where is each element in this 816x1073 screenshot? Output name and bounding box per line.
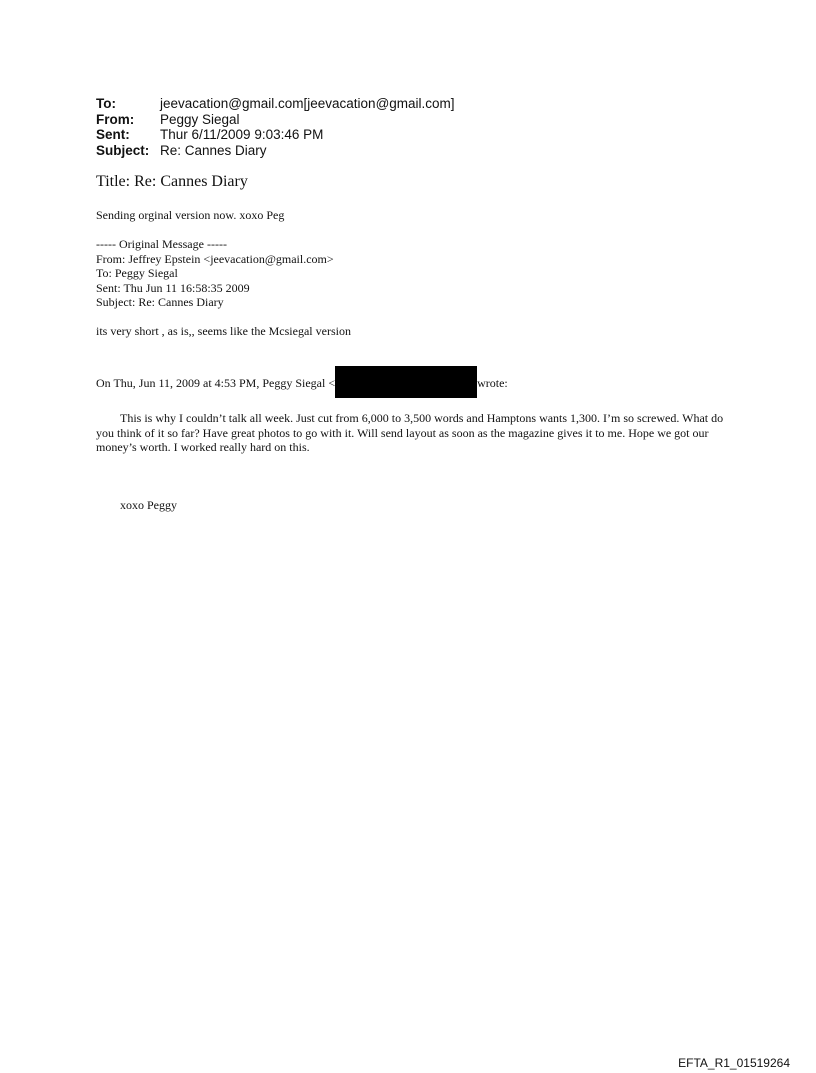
original-sent: Sent: Thu Jun 11 16:58:35 2009 xyxy=(96,280,250,295)
document-id-footer: EFTA_R1_01519264 xyxy=(678,1056,790,1070)
from-row xyxy=(96,112,455,128)
sent-value: Thur 6/11/2009 9:03:46 PM xyxy=(160,127,324,142)
subject-row xyxy=(96,143,455,159)
subject-value: Re: Cannes Diary xyxy=(160,142,267,158)
reply-line: Sending orginal version now. xoxo Peg xyxy=(96,208,285,222)
original-to: To: Peggy Siegal xyxy=(96,266,178,280)
to-row xyxy=(96,96,455,112)
subject-label: Subject: xyxy=(96,142,150,158)
quote-attribution xyxy=(96,368,508,400)
short-line: its very short , as is,, seems like the Mcsiegal version xyxy=(96,324,351,338)
original-subject: Subject: Re: Cannes Diary xyxy=(96,295,224,309)
from-value: Peggy Siegal xyxy=(160,111,240,127)
redaction-box xyxy=(335,366,477,398)
document-title: Title: Re: Cannes Diary xyxy=(96,173,248,190)
to-label: To: xyxy=(96,96,116,111)
email-header xyxy=(96,96,455,158)
quoted-body-paragraph: This is why I couldn’t talk all week. Just cut from 6,000 to 3,500 words and Hamptons wants 1,300. I’m so screwed. What do you think of it so far? Have great photos to go with it. Will send layout as soon as the magazine gives it to me. Hope we got our money’s worth. I worked really hard on this. xyxy=(96,411,724,454)
original-message-block xyxy=(96,237,334,310)
signoff: xoxo Peggy xyxy=(120,498,177,512)
sent-label: Sent: xyxy=(96,127,130,142)
attribution-prefix: On Thu, Jun 11, 2009 at 4:53 PM, Peggy Siegal < xyxy=(96,375,336,390)
attribution-suffix: wrote: xyxy=(477,375,508,390)
original-from: From: Jeffrey Epstein <jeevacation@gmail.com> xyxy=(96,251,334,266)
sent-row xyxy=(96,127,455,143)
to-value: jeevacation@gmail.com[jeevacation@gmail.com] xyxy=(160,96,455,111)
from-label: From: xyxy=(96,111,135,127)
original-divider: ----- Original Message ----- xyxy=(96,237,227,251)
